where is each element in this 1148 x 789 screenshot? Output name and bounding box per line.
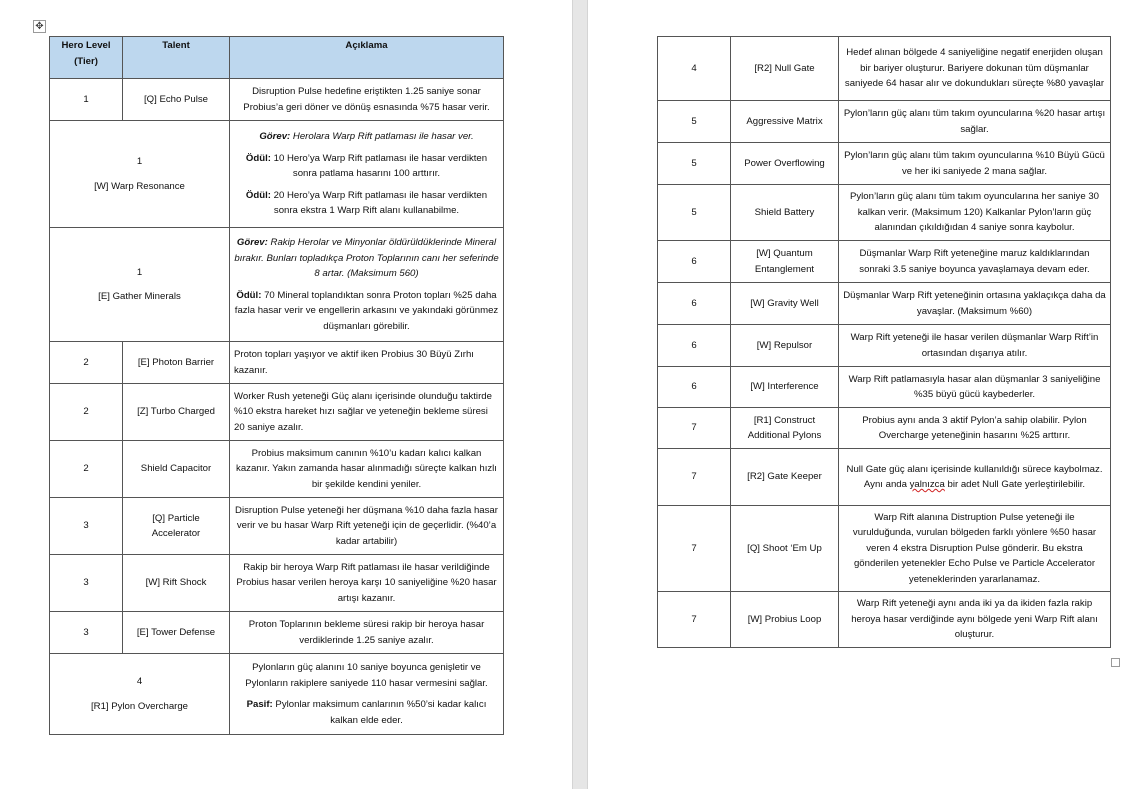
description-cell [839, 449, 1111, 506]
tier-talent-cell [50, 228, 230, 342]
tier-cell: 3 [50, 498, 123, 555]
table-resize-handle-icon[interactable] [1111, 658, 1120, 667]
header-hero-level: Hero Level (Tier) [50, 37, 123, 79]
talent-cell: [E] Photon Barrier [123, 342, 230, 384]
table-row [658, 101, 1111, 143]
table-move-handle-icon[interactable]: ✥ [33, 20, 46, 33]
tier-cell: 4 [658, 37, 731, 101]
table-row [658, 592, 1111, 648]
table-row [658, 506, 1111, 592]
tier-cell: 6 [658, 367, 731, 408]
description-text: bir adet Null Gate yerleştirilebilir. [944, 479, 1086, 490]
description-cell: Rakip bir heroya Warp Rift patlaması ile hasar verildiğinde Probius hasar verilen heroya karşı 10 saniyeliğine %20 hasar artışı kazanır. [230, 555, 504, 612]
tier-cell: 7 [658, 408, 731, 449]
talent-cell: Shield Battery [731, 185, 839, 241]
description-cell: Warp Rift yeteneği aynı anda iki ya da ikiden fazla rakip heroya hasar verdiğinde aynı bölgede yeni Warp Rift alanı oluşturur. [839, 592, 1111, 648]
table-row [50, 441, 504, 498]
table-row [658, 241, 1111, 283]
talent-cell: [Q] Echo Pulse [123, 79, 230, 121]
talent-name: [R1] Pylon Overcharge [90, 700, 189, 712]
description-cell: Pylon’ların güç alanı tüm takım oyuncularına her saniye 30 kalkan verir. (Maksimum 120) Kalkanlar Pylon’ların güç alanından çıkıldığıdan 4 saniye sonra kaybolur. [839, 185, 1111, 241]
tier-cell: 2 [50, 342, 123, 384]
page-gutter [572, 0, 588, 789]
header-talent: Talent [123, 37, 230, 79]
talent-cell: Shield Capacitor [123, 441, 230, 498]
tier-cell: 5 [658, 185, 731, 241]
odul-text: 20 Hero’ya Warp Rift patlaması ile hasar verdikten sonra ekstra 1 Warp Rift alanı kullanabilme. [273, 189, 488, 217]
talent-cell: [Q] Particle Accelerator [123, 498, 230, 555]
description-cell: Düşmanlar Warp Rift yeteneğine maruz kaldıklarından sonraki 3.5 saniye boyunca yavaşlamaya devam eder. [839, 241, 1111, 283]
description-cell: Warp Rift alanına Distruption Pulse yeteneği ile vurulduğunda, vurulan bölgeden farklı yönlere %50 hasar veren 4 ekstra Disruption Pulse gönderir. Bu ekstra gönderilen yetenekler Echo Pulse ve Particle Accelerator yeteneklerinden yararlanamaz. [839, 506, 1111, 592]
description-cell: Warp Rift yeteneği ile hasar verilen düşmanlar Warp Rift’in ortasından dışarıya atılır. [839, 325, 1111, 367]
talent-cell: [W] Repulsor [731, 325, 839, 367]
table-row [658, 325, 1111, 367]
tier-cell: 7 [658, 449, 731, 506]
gorev-label: Görev: [236, 237, 268, 248]
talent-cell: Power Overflowing [731, 143, 839, 185]
tier-cell: 6 [658, 241, 731, 283]
pasif-label: Pasif: [246, 699, 273, 710]
table-row [658, 143, 1111, 185]
description-cell [230, 654, 504, 735]
talent-cell: [W] Probius Loop [731, 592, 839, 648]
tier-cell: 3 [50, 555, 123, 612]
description-cell: Proton topları yaşıyor ve aktif iken Probius 30 Büyü Zırhı kazanır. [230, 342, 504, 384]
talent-name: [W] Warp Resonance [94, 180, 185, 192]
description-cell [230, 228, 504, 342]
talent-cell: [W] Gravity Well [731, 283, 839, 325]
talent-cell: [R2] Null Gate [731, 37, 839, 101]
table-row [50, 498, 504, 555]
table-row [50, 384, 504, 441]
table-row [50, 555, 504, 612]
description-cell: Düşmanlar Warp Rift yeteneğinin ortasına yaklaçıkça daha da yavaşlar. (Maksimum %60) [839, 283, 1111, 325]
odul-label: Ödül: [236, 289, 262, 301]
description-cell: Proton Toplarının bekleme süresi rakip bir heroya hasar verdiklerinde 1.25 saniye azalır. [230, 612, 504, 654]
talent-cell: [E] Tower Defense [123, 612, 230, 654]
pasif-text: Pylonlar maksimum canlarının %50’si kadar kalıcı kalkan elde eder. [275, 699, 487, 726]
talent-cell: [Z] Turbo Charged [123, 384, 230, 441]
talent-cell: Aggressive Matrix [731, 101, 839, 143]
table-row [50, 121, 504, 228]
description-cell: Probius aynı anda 3 aktif Pylon’a sahip olabilir. Pylon Overcharge yeteneğinin hasarını %25 arttırır. [839, 408, 1111, 449]
table-row [658, 283, 1111, 325]
description-cell [230, 121, 504, 228]
gorev-text: Rakip Herolar ve Minyonlar öldürüldüklerinde Mineral bırakır. Bunları topladıkça Proton Toplarının canı her seferinde 8 artar. (Maksimum 560) [234, 237, 499, 279]
description-cell: Disruption Pulse hedefine eriştikten 1.25 saniye sonar Probius’a geri döner ve dönüş esnasında %75 hasar verir. [230, 79, 504, 121]
tier-cell: 6 [658, 283, 731, 325]
tier-cell: 5 [658, 101, 731, 143]
talent-cell: [W] Quantum Entanglement [731, 241, 839, 283]
tier-cell: 2 [50, 441, 123, 498]
table-row [50, 228, 504, 342]
tier-cell: 1 [50, 79, 123, 121]
misspelled-word: yalnızca [909, 479, 945, 490]
gorev-text: Herolara Warp Rift patlaması ile hasar ver. [292, 131, 474, 143]
table-row [658, 408, 1111, 449]
table-row [658, 367, 1111, 408]
table-row [50, 342, 504, 384]
description-cell: Pylon’ların güç alanı tüm takım oyuncularına %10 Büyü Gücü ve her iki saniyede 2 mana sağlar. [839, 143, 1111, 185]
tier-value: 1 [136, 266, 143, 278]
table-row [658, 449, 1111, 506]
tier-cell: 2 [50, 384, 123, 441]
table-header-row [50, 37, 504, 79]
talent-cell: [W] Interference [731, 367, 839, 408]
table-row [50, 612, 504, 654]
description-cell: Pylon’ların güç alanı tüm takım oyuncularına %20 hasar artışı sağlar. [839, 101, 1111, 143]
odul-text: 10 Hero’ya Warp Rift patlaması ile hasar verdikten sonra patlama hasarını 100 arttırır. [273, 152, 488, 180]
tier-cell: 7 [658, 592, 731, 648]
tier-value: 4 [136, 676, 143, 687]
talent-cell: [W] Rift Shock [123, 555, 230, 612]
odul-label: Ödül: [245, 189, 271, 201]
talent-cell: [R2] Gate Keeper [731, 449, 839, 506]
odul-label: Ödül: [245, 152, 271, 164]
table-row [658, 185, 1111, 241]
description-cell: Disruption Pulse yeteneği her düşmana %10 daha fazla hasar verir ve bu hasar Warp Rift yeteneği için de geçerlidir. (%40’a kadar artabilir) [230, 498, 504, 555]
table-row [658, 37, 1111, 101]
tier-talent-cell [50, 654, 230, 735]
talent-cell: [Q] Shoot ‘Em Up [731, 506, 839, 592]
table-row [50, 79, 504, 121]
header-description: Açıklama [230, 37, 504, 79]
description-text: Pylonların güç alanını 10 saniye boyunca genişletir ve Pylonların rakiplere saniyede 110 hasar vermesini sağlar. [245, 662, 488, 689]
talent-table-right [657, 36, 1111, 648]
talent-name: [E] Gather Minerals [98, 291, 181, 302]
tier-value: 1 [136, 156, 143, 167]
table-row [50, 654, 504, 735]
gorev-label: Görev: [259, 131, 291, 143]
odul-text: 70 Mineral toplandıktan sonra Proton topları %25 daha fazla hasar verir ve engellerin arkasını ve yakındaki görünmez düşmanları görebilir. [234, 289, 499, 332]
tier-cell: 7 [658, 506, 731, 592]
tier-cell: 6 [658, 325, 731, 367]
description-cell: Worker Rush yeteneği Güç alanı içerisinde olunduğu taktirde %10 ekstra hareket hızı sağlar ve yeteneğin bekleme süresi 20 saniye azalır. [230, 384, 504, 441]
tier-cell: 5 [658, 143, 731, 185]
description-cell: Warp Rift patlamasıyla hasar alan düşmanlar 3 saniyeliğine %35 büyü gücü kaybederler. [839, 367, 1111, 408]
tier-talent-cell [50, 121, 230, 228]
description-text: Null Gate güç alanı içerisinde kullanıldığı sürece kaybolmaz. Aynı anda [846, 463, 1103, 490]
talent-table-left [49, 36, 504, 735]
description-cell: Probius maksimum canının %10’u kadarı kalıcı kalkan kazanır. Yakın zamanda hasar alınmadığı süreçte kalkan hızlı bir şekilde kendini yeniler. [230, 441, 504, 498]
talent-cell: [R1] Construct Additional Pylons [731, 408, 839, 449]
tier-cell: 3 [50, 612, 123, 654]
description-cell: Hedef alınan bölgede 4 saniyeliğine negatif enerjiden oluşan bir bariyer oluşturur. Bariyere dokunan tüm düşmanlar saniyede 64 hasar alır ve dokundukları süreçte %80 yavaşlar [839, 37, 1111, 101]
